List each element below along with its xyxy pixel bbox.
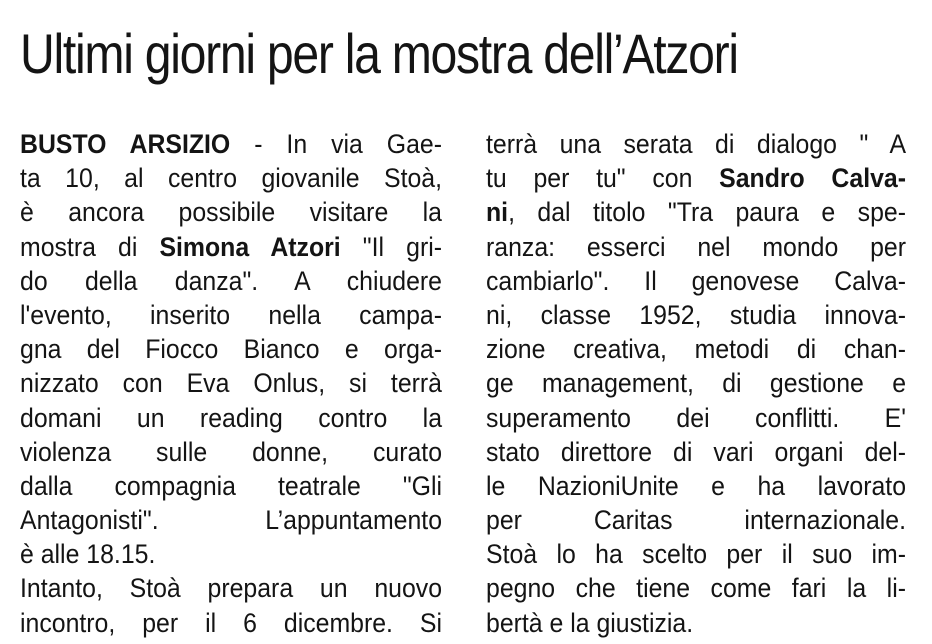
text-line — [486, 366, 906, 400]
line-text: cambiarlo". Il genovese Calva- — [486, 265, 907, 296]
text-line — [486, 127, 906, 161]
text-line — [486, 230, 906, 264]
text-line — [486, 571, 906, 605]
text-line — [20, 127, 442, 161]
line-text: nizzato con Eva Onlus, si terrà — [20, 368, 443, 399]
text-line — [20, 606, 442, 640]
line-text: dalla compagnia teatrale "Gli — [20, 470, 443, 501]
line-text: stato direttore di vari organi del- — [486, 436, 907, 467]
text-line — [486, 537, 906, 571]
text-line — [20, 230, 442, 264]
text-line — [486, 503, 906, 537]
line-text: le NazioniUnite e ha lavorato — [486, 470, 907, 501]
text-line — [486, 401, 906, 435]
text-line — [486, 469, 906, 503]
text-line — [486, 298, 906, 332]
text-line — [20, 503, 442, 537]
text-line — [486, 195, 906, 229]
article-headline: Ultimi giorni per la mostra dell’Atzori — [20, 22, 738, 85]
text-line — [20, 332, 442, 366]
article-column-right — [486, 127, 906, 640]
text-line — [20, 469, 442, 503]
text-line — [20, 435, 442, 469]
bold-name: Sandro Calva- — [719, 163, 906, 194]
text-line — [486, 435, 906, 469]
line-text: ta 10, al centro giovanile Stoà, — [20, 163, 443, 194]
text-line — [486, 606, 906, 640]
line-text: l'evento, inserito nella campa- — [20, 299, 443, 330]
text-line — [20, 161, 442, 195]
line-text: mostra di — [20, 231, 160, 262]
article-column-left — [20, 127, 442, 640]
text-line — [486, 161, 906, 195]
line-text: è alle 18.15. — [20, 539, 156, 570]
text-line — [486, 332, 906, 366]
line-text: domani un reading contro la — [20, 402, 443, 433]
line-text: "Il gri- — [340, 231, 443, 262]
line-text: ni, classe 1952, studia innova- — [486, 299, 907, 330]
line-text: è ancora possibile visitare la — [20, 197, 443, 228]
line-text: Intanto, Stoà prepara un nuovo — [20, 573, 443, 604]
line-text: per Caritas internazionale. — [486, 505, 907, 536]
line-text: Stoà lo ha scelto per il suo im- — [486, 539, 907, 570]
line-text: ge management, di gestione e — [486, 368, 907, 399]
line-text: zione creativa, metodi di chan- — [486, 334, 907, 365]
bold-name: ni — [486, 197, 509, 228]
bold-name: Simona Atzori — [159, 231, 341, 262]
line-text: Antagonisti". L’appuntamento — [20, 505, 443, 536]
text-line — [20, 571, 442, 605]
line-text: incontro, per il 6 dicembre. Si — [20, 607, 443, 638]
line-text: ranza: esserci nel mondo per — [486, 231, 907, 262]
text-line — [20, 264, 442, 298]
line-text: tu per tu" con — [486, 163, 720, 194]
text-line — [20, 298, 442, 332]
line-text: superamento dei conflitti. E' — [486, 402, 907, 433]
text-line — [20, 537, 442, 571]
line-text: gna del Fiocco Bianco e orga- — [20, 334, 443, 365]
line-text: do della danza". A chiudere — [20, 265, 443, 296]
line-text: pegno che tiene come fari la li- — [486, 573, 907, 604]
line-text: , dal titolo "Tra paura e spe- — [508, 197, 907, 228]
text-line — [486, 264, 906, 298]
text-line — [20, 195, 442, 229]
text-line — [20, 401, 442, 435]
line-text: bertà e la giustizia. — [486, 607, 694, 638]
bold-name: BUSTO ARSIZIO — [20, 129, 231, 159]
line-text: - In via Gae- — [230, 129, 443, 159]
line-text: terrà una serata di dialogo " A — [486, 129, 907, 159]
text-line — [20, 366, 442, 400]
line-text: violenza sulle donne, curato — [20, 436, 443, 467]
